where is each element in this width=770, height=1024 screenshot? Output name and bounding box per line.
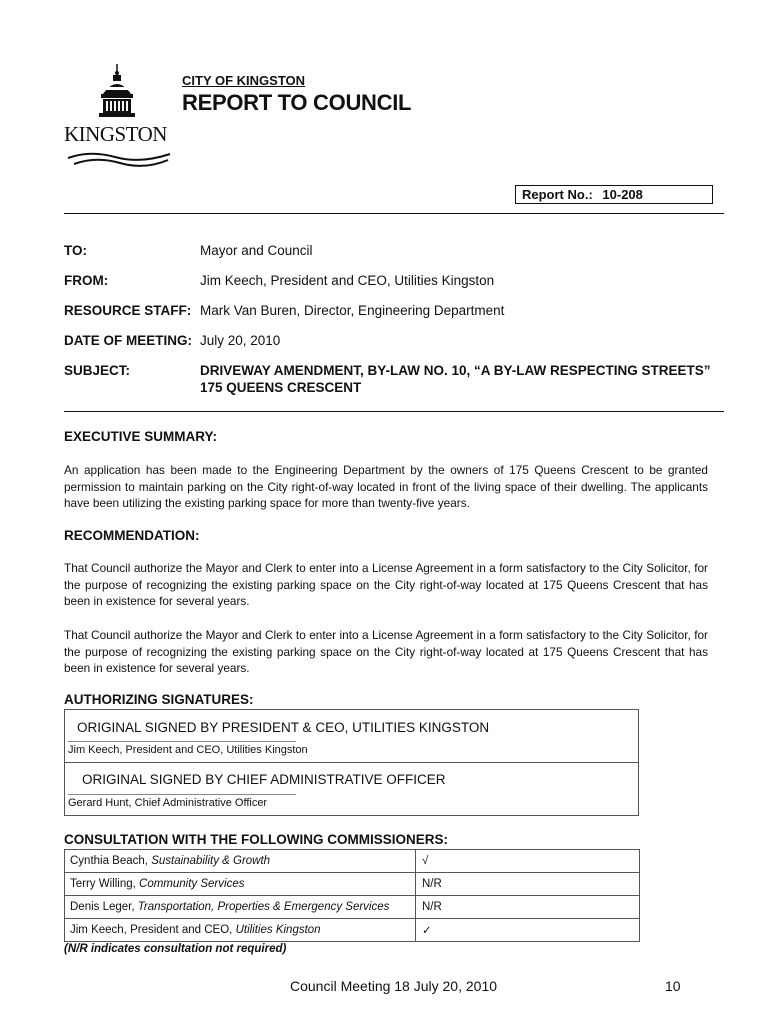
date-label: DATE OF MEETING: xyxy=(64,333,192,348)
table-row xyxy=(65,873,640,896)
signature-2-name: Gerard Hunt, Chief Administrative Officer xyxy=(68,797,268,809)
commissioner-name: Terry Willing, xyxy=(70,878,140,890)
report-number: 10-208 xyxy=(602,187,643,202)
consultation-status: ✓ xyxy=(416,919,640,942)
signature-1-name: Jim Keech, President and CEO, Utilities Kingston xyxy=(68,744,308,756)
consultation-status: √ xyxy=(416,850,640,873)
report-title: REPORT TO COUNCIL xyxy=(182,90,412,115)
commissioner-cell xyxy=(65,919,416,942)
commissioner-role: Transportation, Properties & Emergency Services xyxy=(137,901,390,913)
subject-line-1: DRIVEWAY AMENDMENT, BY-LAW NO. 10, “A BY-LAW RESPECTING STREETS” xyxy=(200,363,711,378)
commissioner-role: Utilities Kingston xyxy=(235,924,321,936)
divider xyxy=(64,213,724,214)
signature-line xyxy=(68,741,296,742)
consultation-table xyxy=(64,849,640,942)
signatures-divider xyxy=(64,762,639,763)
commissioner-name: Denis Leger, xyxy=(70,901,138,913)
resource-staff-label: RESOURCE STAFF: xyxy=(64,303,192,318)
footer-meeting: Council Meeting 18 July 20, 2010 xyxy=(290,978,498,994)
consultation-status: N/R xyxy=(416,873,640,896)
commissioner-name: Jim Keech, President and CEO, xyxy=(70,924,236,936)
page-number: 10 xyxy=(665,978,681,994)
consultation-note: (N/R indicates consultation not required) xyxy=(64,943,287,955)
divider xyxy=(64,411,724,412)
commissioner-cell xyxy=(65,873,416,896)
executive-summary-heading: EXECUTIVE SUMMARY: xyxy=(64,429,218,444)
recommendation-paragraph-1: That Council authorize the Mayor and Clerk to enter into a License Agreement in a form satisfactory to the City Solicitor, for the purpose of recognizing the existing parking space on the City right-of-way located at 175 Queens Crescent that has been in existence for several years. xyxy=(64,561,708,608)
commissioner-name: Cynthia Beach, xyxy=(70,855,152,867)
kingston-logo xyxy=(60,62,176,172)
report-number-box xyxy=(515,185,713,204)
commissioner-role: Community Services xyxy=(139,878,245,890)
logo-wordmark: KINGSTON xyxy=(64,122,167,146)
signature-line xyxy=(68,794,296,795)
commissioner-role: Sustainability & Growth xyxy=(151,855,271,867)
commissioner-cell xyxy=(65,850,416,873)
resource-staff-value: Mark Van Buren, Director, Engineering Department xyxy=(200,303,505,318)
subject-label: SUBJECT: xyxy=(64,363,131,378)
commissioner-cell xyxy=(65,896,416,919)
report-number-label: Report No.: xyxy=(522,187,593,202)
city-name: CITY OF KINGSTON xyxy=(182,73,306,88)
signatures-heading: AUTHORIZING SIGNATURES: xyxy=(64,692,254,707)
recommendation-paragraph-2: That Council authorize the Mayor and Clerk to enter into a License Agreement in a form satisfactory to the City Solicitor, for the purpose of recognizing the existing parking space on the City right-of-way located at 175 Queens Crescent that has been in existence for several years. xyxy=(64,628,708,675)
table-row xyxy=(65,919,640,942)
recommendation-heading: RECOMMENDATION: xyxy=(64,528,200,543)
consultation-status: N/R xyxy=(416,896,640,919)
from-value: Jim Keech, President and CEO, Utilities Kingston xyxy=(200,273,495,288)
signature-1: ORIGINAL SIGNED BY PRESIDENT & CEO, UTILITIES KINGSTON xyxy=(77,720,490,735)
from-label: FROM: xyxy=(64,273,109,288)
subject-line-2: 175 QUEENS CRESCENT xyxy=(200,380,362,395)
signature-2: ORIGINAL SIGNED BY CHIEF ADMINISTRATIVE OFFICER xyxy=(82,772,446,787)
to-value: Mayor and Council xyxy=(200,243,313,258)
table-row xyxy=(65,850,640,873)
city-hall-dome-icon xyxy=(60,62,176,172)
consultation-heading: CONSULTATION WITH THE FOLLOWING COMMISSIONERS: xyxy=(64,832,448,847)
to-label: TO: xyxy=(64,243,87,258)
date-value: July 20, 2010 xyxy=(200,333,281,348)
table-row xyxy=(65,896,640,919)
executive-summary-text: An application has been made to the Engineering Department by the owners of 175 Queens Crescent to be granted permission to maintain parking on the City right-of-way located in front of the living space of their dwelling. The applicants have been utilizing the existing parking space for more than twenty-five years. xyxy=(64,463,708,510)
